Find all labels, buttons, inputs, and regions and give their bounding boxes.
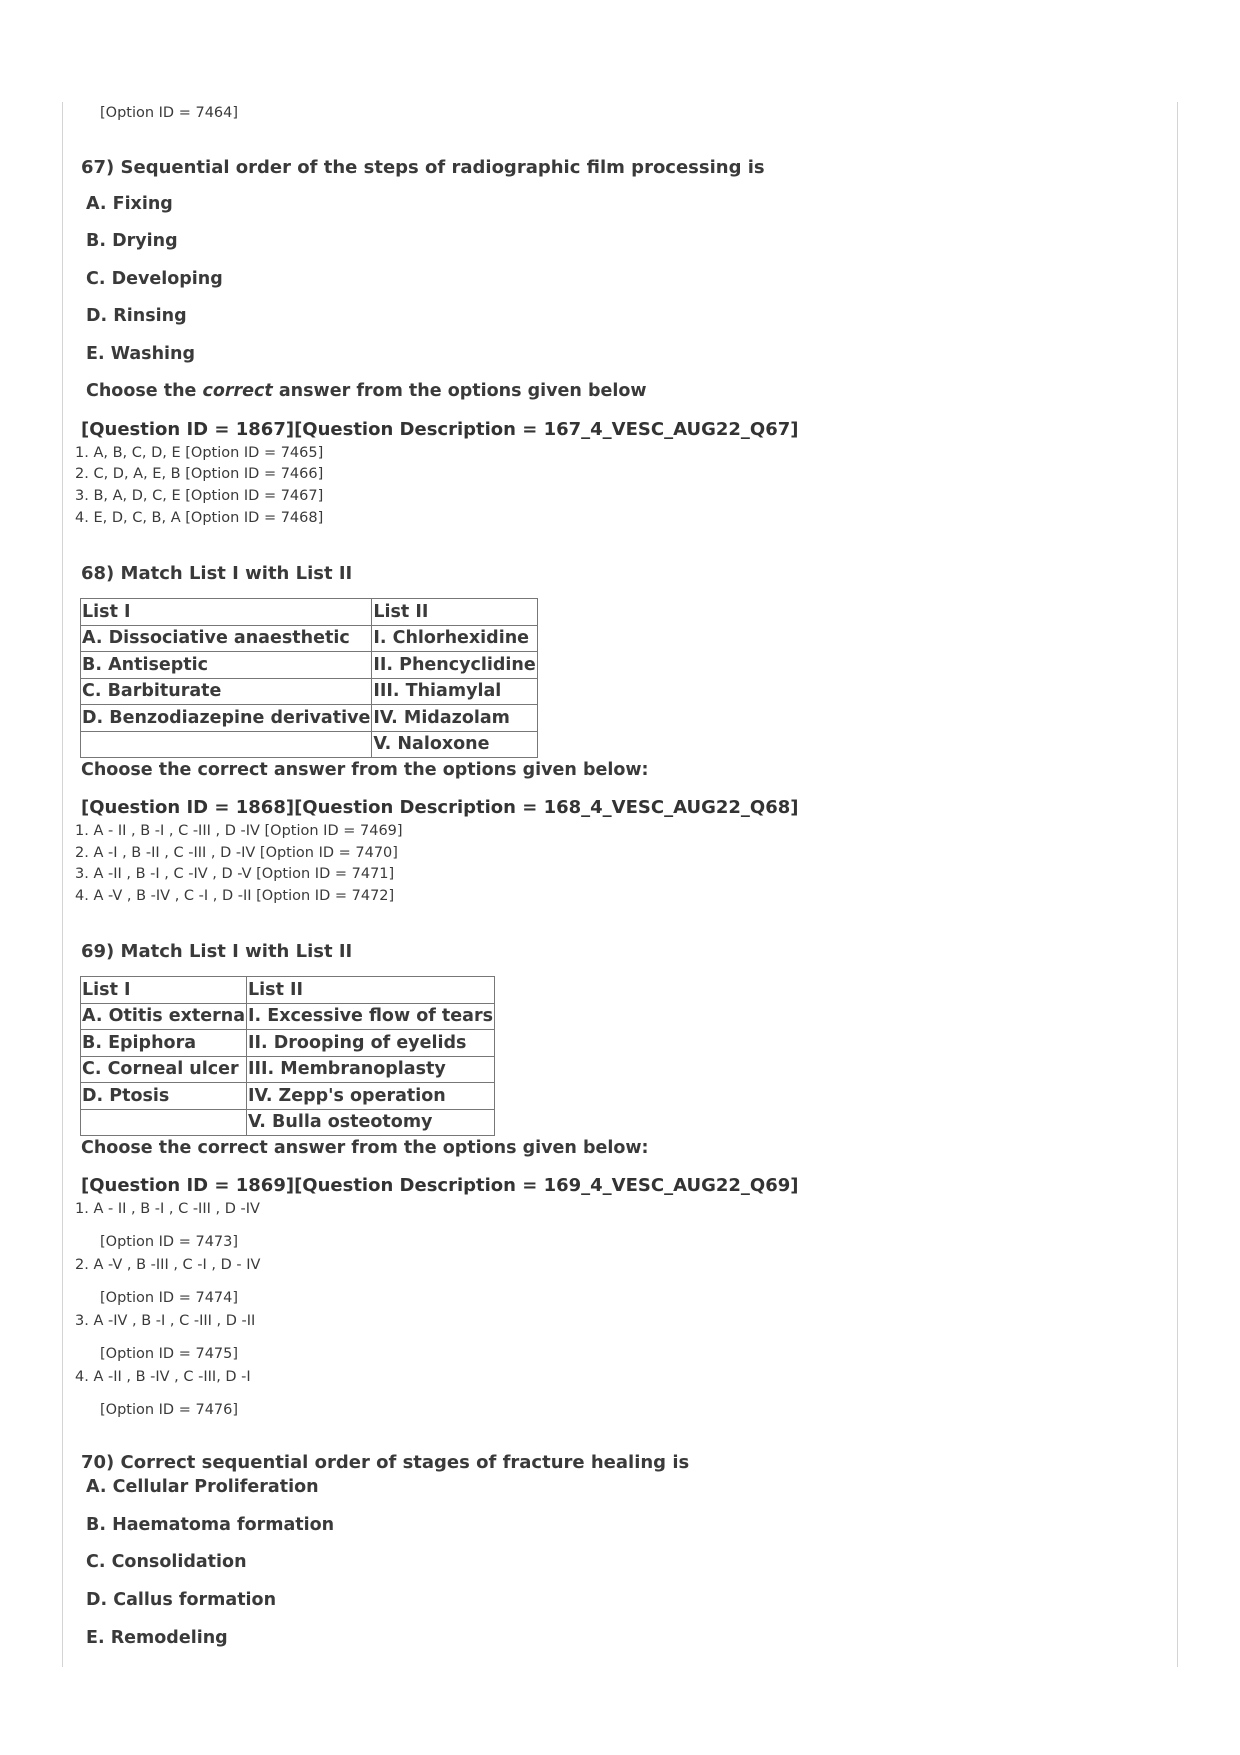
table-cell <box>81 731 372 758</box>
table-cell: B. Antiseptic <box>81 652 372 679</box>
q69-option-id: [Option ID = 7476] <box>100 1402 239 1418</box>
table-row <box>81 1030 495 1057</box>
q67-item: C. Developing <box>86 269 223 289</box>
q68-option: 2. A -I , B -II , C -III , D -IV [Option ID = 7470] <box>75 845 398 861</box>
q69-option: 2. A -V , B -III , C -I , D - IV <box>75 1257 261 1273</box>
question-67-title: 67) Sequential order of the steps of radiographic film processing is <box>81 157 765 178</box>
table-row <box>81 1003 495 1030</box>
q68-instruction: Choose the correct answer from the options given below: <box>81 760 649 780</box>
q69-instruction: Choose the correct answer from the options given below: <box>81 1138 649 1158</box>
table-row <box>81 678 538 705</box>
q67-option: 3. B, A, D, C, E [Option ID = 7467] <box>75 488 324 504</box>
q67-meta: [Question ID = 1867][Question Description = 167_4_VESC_AUG22_Q67] <box>81 419 799 440</box>
q68-meta: [Question ID = 1868][Question Description = 168_4_VESC_AUG22_Q68] <box>81 797 799 818</box>
table-cell: B. Epiphora <box>81 1030 247 1057</box>
q68-option: 4. A -V , B -IV , C -I , D -II [Option ID = 7472] <box>75 888 395 904</box>
q70-item: B. Haematoma formation <box>86 1515 335 1535</box>
q69-option: 3. A -IV , B -I , C -III , D -II <box>75 1313 256 1329</box>
table-cell: I. Chlorhexidine <box>372 625 537 652</box>
q70-item: A. Cellular Proliferation <box>86 1477 319 1497</box>
table-cell: II. Phencyclidine <box>372 652 537 679</box>
table-cell <box>81 1109 247 1136</box>
table-cell: C. Barbiturate <box>81 678 372 705</box>
table-cell: IV. Midazolam <box>372 705 537 732</box>
q68-option: 1. A - II , B -I , C -III , D -IV [Option ID = 7469] <box>75 823 403 839</box>
table-row <box>81 599 538 626</box>
q68-option: 3. A -II , B -I , C -IV , D -V [Option ID = 7471] <box>75 866 395 882</box>
table-cell: A. Otitis externa <box>81 1003 247 1030</box>
table-cell: D. Ptosis <box>81 1083 247 1110</box>
table-cell: List I <box>81 977 247 1004</box>
table-cell: A. Dissociative anaesthetic <box>81 625 372 652</box>
table-row <box>81 1109 495 1136</box>
table-cell: I. Excessive flow of tears <box>247 1003 495 1030</box>
table-cell: C. Corneal ulcer <box>81 1056 247 1083</box>
q67-item: A. Fixing <box>86 194 173 214</box>
q69-option-id: [Option ID = 7475] <box>100 1346 239 1362</box>
table-cell: III. Membranoplasty <box>247 1056 495 1083</box>
table-row <box>81 1083 495 1110</box>
table-cell: IV. Zepp's operation <box>247 1083 495 1110</box>
table-cell: III. Thiamylal <box>372 678 537 705</box>
q69-option: 4. A -II , B -IV , C -III, D -I <box>75 1369 251 1385</box>
q67-instruction: Choose the correct answer from the options given below <box>86 381 647 401</box>
table-cell: V. Naloxone <box>372 731 537 758</box>
q67-item: B. Drying <box>86 231 178 251</box>
table-cell: V. Bulla osteotomy <box>247 1109 495 1136</box>
table-cell: II. Drooping of eyelids <box>247 1030 495 1057</box>
table-row <box>81 625 538 652</box>
question-70-title: 70) Correct sequential order of stages of fracture healing is <box>81 1452 690 1473</box>
q70-item: D. Callus formation <box>86 1590 277 1610</box>
q70-item: E. Remodeling <box>86 1628 228 1648</box>
question-68-title: 68) Match List I with List II <box>81 563 353 584</box>
q69-option: 1. A - II , B -I , C -III , D -IV <box>75 1201 260 1217</box>
q67-option: 1. A, B, C, D, E [Option ID = 7465] <box>75 445 324 461</box>
table-cell: List I <box>81 599 372 626</box>
table-row <box>81 1056 495 1083</box>
option-id-text: [Option ID = 7464] <box>100 105 239 121</box>
question-69-title: 69) Match List I with List II <box>81 941 353 962</box>
page-border-right <box>1177 102 1178 1667</box>
q69-match-table <box>80 976 495 1136</box>
q69-meta: [Question ID = 1869][Question Description = 169_4_VESC_AUG22_Q69] <box>81 1175 799 1196</box>
table-cell: List II <box>247 977 495 1004</box>
table-cell: D. Benzodiazepine derivative <box>81 705 372 732</box>
q67-option: 2. C, D, A, E, B [Option ID = 7466] <box>75 466 324 482</box>
q67-item: D. Rinsing <box>86 306 187 326</box>
q67-option: 4. E, D, C, B, A [Option ID = 7468] <box>75 510 324 526</box>
table-cell: List II <box>372 599 537 626</box>
table-row <box>81 977 495 1004</box>
table-row <box>81 705 538 732</box>
q70-item: C. Consolidation <box>86 1552 247 1572</box>
q69-option-id: [Option ID = 7474] <box>100 1290 239 1306</box>
q69-option-id: [Option ID = 7473] <box>100 1234 239 1250</box>
q67-item: E. Washing <box>86 344 196 364</box>
q68-match-table <box>80 598 538 758</box>
table-row <box>81 731 538 758</box>
page-border-left <box>62 102 63 1667</box>
table-row <box>81 652 538 679</box>
